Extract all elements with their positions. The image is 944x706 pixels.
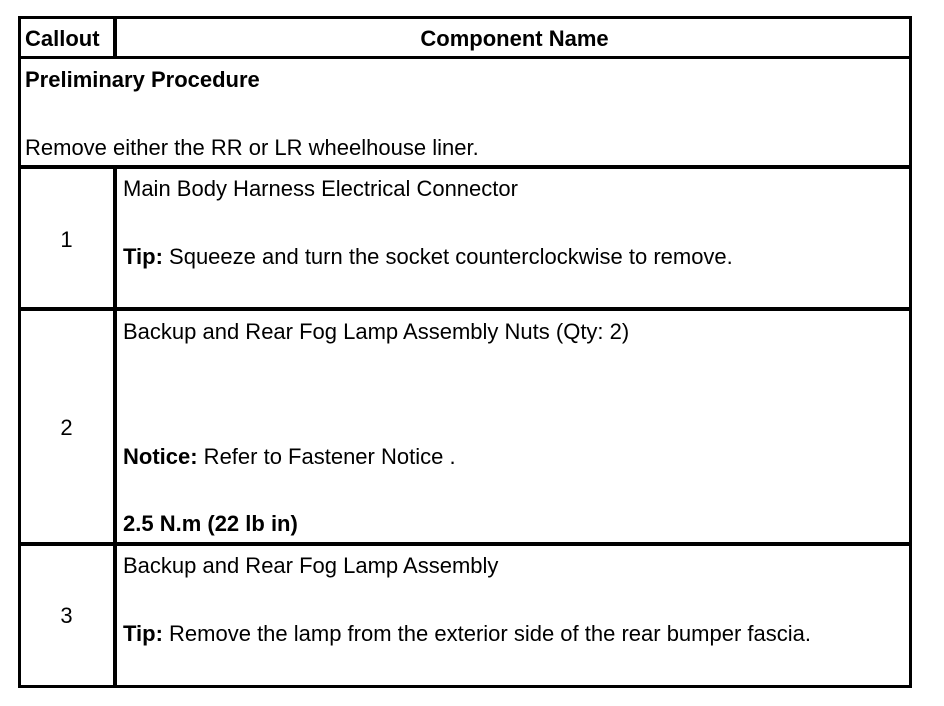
preliminary-divider xyxy=(18,165,912,169)
tip-label: Tip: xyxy=(123,244,163,269)
callout-header: Callout xyxy=(25,26,100,51)
row-2-divider xyxy=(18,542,912,546)
callout-number: 3 xyxy=(60,603,73,628)
component-name: Backup and Rear Fog Lamp Assembly xyxy=(123,553,499,578)
notice-label: Notice: xyxy=(123,444,198,469)
tip-label: Tip: xyxy=(123,621,163,646)
procedure-table xyxy=(18,16,912,688)
notice-line xyxy=(123,445,456,469)
tip-line xyxy=(123,622,811,646)
notice-text: Refer to Fastener Notice . xyxy=(197,444,456,469)
tip-text: Squeeze and turn the socket counterclockwise to remove. xyxy=(162,244,733,269)
component-name: Backup and Rear Fog Lamp Assembly Nuts (Qty: 2) xyxy=(123,319,630,344)
preliminary-procedure-text: Remove either the RR or LR wheelhouse liner. xyxy=(25,135,479,160)
callout-number: 2 xyxy=(60,415,73,440)
tip-line xyxy=(123,245,733,269)
component-name: Main Body Harness Electrical Connector xyxy=(123,176,518,201)
row-1-divider xyxy=(18,307,912,311)
header-divider xyxy=(18,56,912,59)
tip-text: Remove the lamp from the exterior side of the rear bumper fascia. xyxy=(162,621,811,646)
component-name-header: Component Name xyxy=(420,26,609,51)
callout-number: 1 xyxy=(60,227,73,252)
torque-spec: 2.5 N.m (22 lb in) xyxy=(123,511,298,536)
preliminary-procedure-title: Preliminary Procedure xyxy=(25,67,260,92)
